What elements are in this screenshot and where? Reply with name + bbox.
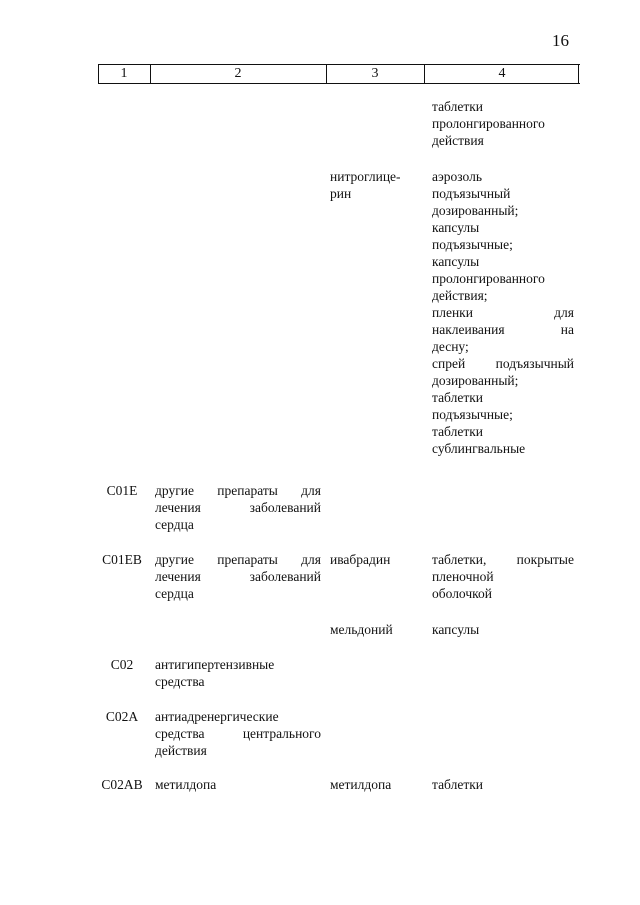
dosage-form-cell	[432, 98, 574, 149]
dosage-form-line: капсулы	[432, 220, 480, 235]
dosage-form-line: действия	[432, 133, 484, 148]
inn-cell: метилдопа	[330, 777, 392, 792]
group-text	[155, 551, 321, 568]
dosage-form-cell	[432, 168, 574, 457]
dosage-form-line: дозированный;	[432, 373, 519, 388]
dosage-form-line: оболочкой	[432, 586, 492, 601]
dosage-form-line: подъязычный	[432, 186, 511, 201]
word: препараты	[217, 483, 278, 498]
dosage-form-word	[432, 355, 574, 372]
header-col-1: 1	[120, 66, 128, 81]
inn-cell	[330, 168, 420, 202]
dosage-form-line: сублингвальные	[432, 441, 526, 456]
dosage-form-line: пролонгированного	[432, 271, 545, 286]
dosage-form-line: таблетки	[432, 424, 484, 439]
word: заболеваний	[249, 500, 321, 515]
header-col-4: 4	[498, 66, 506, 81]
group-text	[155, 725, 321, 742]
word: препараты	[217, 552, 278, 567]
inn-cell: ивабрадин	[330, 552, 391, 567]
dosage-form-line: пролонгированного	[432, 116, 545, 131]
group-line	[155, 568, 321, 585]
atc-code: C02A	[105, 709, 139, 724]
header-divider	[578, 65, 579, 83]
dosage-form-line	[432, 551, 574, 568]
group-cell	[155, 656, 321, 690]
group-cell: метилдопа	[155, 777, 217, 792]
word: другие	[155, 483, 194, 498]
group-line: антиадренергические	[155, 709, 279, 724]
word: средства	[155, 726, 205, 741]
header-col-3: 3	[371, 66, 379, 81]
word: лечения	[155, 569, 201, 584]
atc-code: C01E	[106, 483, 138, 498]
word: для	[301, 483, 321, 498]
group-text	[155, 568, 321, 585]
dosage-form-cell: капсулы	[432, 622, 480, 637]
group-line: сердца	[155, 586, 194, 601]
group-cell	[155, 708, 321, 759]
word: пленки	[432, 305, 473, 320]
header-col-2: 2	[234, 66, 242, 81]
group-line	[155, 551, 321, 568]
group-cell	[155, 551, 321, 602]
dosage-form-line: капсулы	[432, 254, 480, 269]
group-line: средства	[155, 674, 205, 689]
word: заболеваний	[249, 569, 321, 584]
group-line: сердца	[155, 517, 194, 532]
dosage-form-line	[432, 321, 574, 338]
word: центрального	[242, 726, 321, 741]
dosage-form-word	[432, 321, 574, 338]
word: на	[560, 322, 574, 337]
dosage-form-line: пленочной	[432, 569, 494, 584]
dosage-form-cell	[432, 551, 574, 602]
inn-line: нитроглице-	[330, 169, 401, 184]
dosage-form-line: таблетки	[432, 99, 484, 114]
dosage-form-line: аэрозоль	[432, 169, 483, 184]
word: другие	[155, 552, 194, 567]
dosage-form-line: подъязычные;	[432, 407, 513, 422]
dosage-form-word	[432, 551, 574, 568]
word: спрей	[432, 356, 466, 371]
word: для	[554, 305, 574, 320]
dosage-form-line: десну;	[432, 339, 469, 354]
atc-code: C01EB	[102, 552, 142, 567]
word: лечения	[155, 500, 201, 515]
group-line	[155, 725, 321, 742]
atc-code: C02	[110, 657, 134, 672]
atc-code: C02AB	[101, 777, 143, 792]
dosage-form-line: подъязычные;	[432, 237, 513, 252]
dosage-form-line: дозированный;	[432, 203, 519, 218]
dosage-form-word	[432, 304, 574, 321]
word: покрытые	[516, 552, 574, 567]
group-text	[155, 499, 321, 516]
word: подъязычный	[495, 356, 574, 371]
group-text	[155, 482, 321, 499]
dosage-form-cell: таблетки	[432, 777, 484, 792]
group-cell	[155, 482, 321, 533]
inn-line: рин	[330, 186, 352, 201]
dosage-form-line: действия;	[432, 288, 488, 303]
group-line: антигипертензивные	[155, 657, 275, 672]
dosage-form-line	[432, 355, 574, 372]
page-number: 16	[552, 31, 569, 50]
table-header	[98, 64, 580, 84]
dosage-form-line: таблетки	[432, 390, 484, 405]
word: для	[301, 552, 321, 567]
group-line	[155, 499, 321, 516]
group-line: действия	[155, 743, 207, 758]
word: наклеивания	[432, 322, 505, 337]
inn-cell: мельдоний	[330, 622, 393, 637]
group-line	[155, 482, 321, 499]
dosage-form-line	[432, 304, 574, 321]
word: таблетки,	[432, 552, 487, 567]
